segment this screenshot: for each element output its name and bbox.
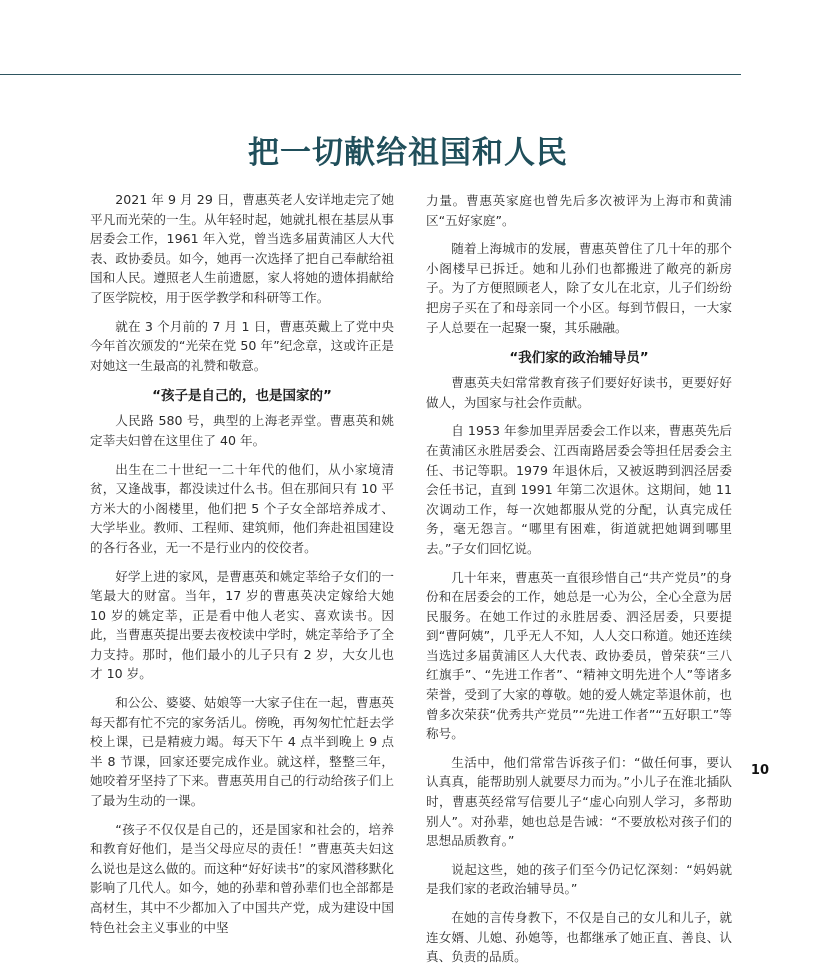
paragraph: 和公公、婆婆、姑娘等一大家子住在一起，曹惠英每天都有忙不完的家务活儿。傍晚，再匆匆忙忙赶去学校上课，已是精疲力竭。每天下午 4 点半到晚上 9 点半 8 节课，回家还要完成作业。就这样，整整三年，她咬着牙坚持了下来。曹惠英用自己的行动给孩子们上了最为生动的一课。 [90, 695, 394, 809]
section-heading: “孩子是自己的，也是国家的” [152, 388, 332, 405]
paragraph: 曹惠英夫妇常常教育孩子们要好好读书，更要好好做人，为国家与社会作贡献。 [426, 375, 732, 410]
left-column [90, 190, 394, 937]
paragraph: 自 1953 年参加里弄居委会工作以来，曹惠英先后在黄浦区永胜居委会、江西南路居委会等担任居委会主任、书记等职。1979 年退休后，又被返聘到泗泾居委会任书记，直到 1991 年第二次退休。这期间，她 11 次调动工作，每一次她都服从党的分配，认真完成任务，毫无怨言。“哪里有困难，街道就把她调到哪里去。”子女们回忆说。 [426, 423, 732, 556]
paragraph: 就在 3 个月前的 7 月 1 日，曹惠英戴上了党中央今年首次颁发的“光荣在党 50 年”纪念章，这或许正是对她这一生最高的礼赞和敬意。 [90, 318, 394, 373]
paragraph: 出生在二十世纪一二十年代的他们，从小家境清贫，又逢战事，都没读过什么书。但在那间只有 10 平方米大的小阁楼里，他们把 5 个子女全部培养成才、大学毕业。教师、工程师、建筑师，他们奔赴祖国建设的各行各业，无一不是行业内的佼佼者。 [90, 461, 394, 555]
paragraph: 力量。曹惠英家庭也曾先后多次被评为上海市和黄浦区“五好家庭”。 [426, 193, 732, 228]
paragraph: 在她的言传身教下，不仅是自己的女儿和儿子，就连女婿、儿媳、孙媳等，也都继承了她正直、善良、认真、负责的品质。 [426, 910, 732, 965]
paragraph: 随着上海城市的发展，曹惠英曾住了几十年的那个小阁楼早已拆迁。她和儿孙们也都搬进了敞亮的新房子。为了方便照顾老人，除了女儿在北京，儿子们纷纷把房子买在了和母亲同一个小区。每到节假日，一大家子人总要在一起聚一聚，其乐融融。 [426, 241, 732, 335]
right-column [426, 191, 732, 967]
paragraph: 说起这些，她的孩子们至今仍记忆深刻：“妈妈就是我们家的老政治辅导员。” [426, 861, 732, 897]
paragraph: “孩子不仅仅是自己的，还是国家和社会的，培养和教育好他们，是当父母应尽的责任！”曹惠英夫妇这么说也是这么做的。而这种“好好读书”的家风潜移默化影响了几代人。如今，她的孙辈和曾孙辈们也全部都是高材生，其中不少都加入了中国共产党，成为建设中国特色社会主义事业的中坚 [90, 821, 394, 935]
paragraph: 好学上进的家风，是曹惠英和姚定莘给子女们的一笔最大的财富。当年，17 岁的曹惠英决定嫁给大她 10 岁的姚定莘，正是看中他人老实、喜欢读书。因此，当曹惠英提出要去夜校读中学时，姚定莘给予了全力支持。那时，他们最小的儿子只有 2 岁，大女儿也才 10 岁。 [90, 568, 394, 682]
paragraph: 2021 年 9 月 29 日，曹惠英老人安详地走完了她平凡而光荣的一生。从年轻时起，她就扎根在基层从事居委会工作，1961 年入党，曾当选多届黄浦区人大代表、政协委员。如今，她再一次选择了把自己奉献给祖国和人民。遵照老人生前遗愿，家人将她的遗体捐献给了医学院校，用于医学教学和科研等工作。 [90, 192, 394, 305]
paragraph: 生活中，他们常常告诉孩子们：“做任何事，要认认真真，能帮助别人就要尽力而为。”小儿子在淮北插队时，曹惠英经常写信要儿子“虚心向别人学习，多帮助别人”。对孙辈，她也总是告诫：“不要放松对孩子们的思想品质教育。” [426, 754, 732, 849]
page-title: 把一切献给祖国和人民 [248, 134, 568, 171]
page-number: 10 [750, 763, 769, 778]
paragraph: 人民路 580 号，典型的上海老弄堂。曹惠英和姚定莘夫妇曾在这里住了 40 年。 [90, 413, 394, 448]
section-heading: “我们家的政治辅导员” [509, 350, 649, 367]
header-rule [0, 74, 741, 75]
paragraph: 几十年来，曹惠英一直很珍惜自己“共产党员”的身份和在居委会的工作，她总是一心为公，全心全意为居民服务。在她工作过的永胜居委、泗泾居委，只要提到“曹阿姨”，几乎无人不知，人人交口称道。她还连续当选过多届黄浦区人大代表、政协委员，曾荣获“三八红旗手”、“先进工作者”、“精神文明先进个人”等诸多荣誉，受到了大家的尊敬。她的爱人姚定莘退休前，也曾多次荣获“优秀共产党员”“先进工作者”“五好职工”等称号。 [426, 569, 732, 742]
